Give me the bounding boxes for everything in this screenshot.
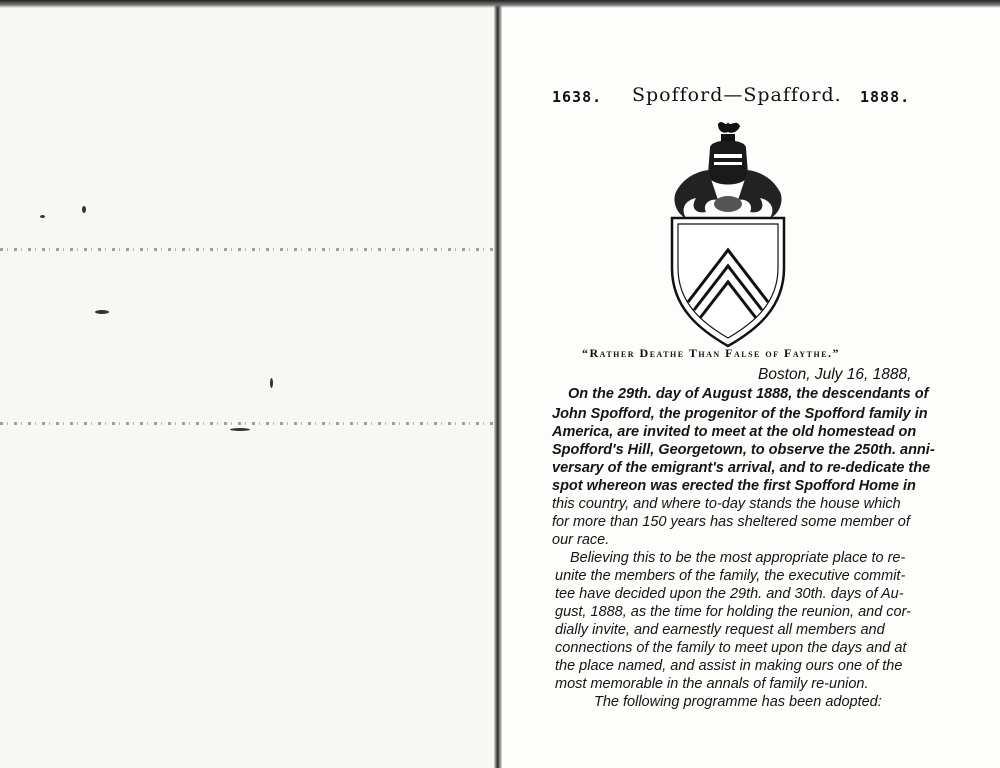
paper-speck [270, 378, 273, 388]
paper-speck [40, 215, 45, 218]
paragraph-line: Spofford's Hill, Georgetown, to observe the 250th. anni- [552, 442, 935, 458]
paragraph-line: spot whereon was erected the first Spofford Home in [552, 478, 916, 494]
paragraph-line: for more than 150 years has sheltered some member of [552, 514, 910, 530]
paragraph-line: John Spofford, the progenitor of the Spofford family in [552, 406, 928, 422]
fold-crease [0, 422, 497, 425]
paragraph-line: unite the members of the family, the executive commit- [555, 568, 906, 584]
paper-speck [95, 310, 109, 314]
dateline: Boston, July 16, 1888, [758, 366, 912, 383]
paragraph-line: On the 29th. day of August 1888, the descendants of [568, 386, 929, 402]
paragraph-line: our race. [552, 532, 610, 548]
coat-of-arms-icon [666, 118, 790, 350]
paper-speck [82, 206, 86, 213]
paragraph-line: this country, and where to-day stands the house which [552, 496, 901, 512]
paragraph-line: America, are invited to meet at the old homestead on [552, 424, 917, 440]
paragraph-line: the place named, and assist in making ours one of the [555, 658, 903, 674]
paragraph-line: Believing this to be the most appropriate place to re- [570, 550, 906, 566]
left-page-blank [0, 0, 497, 768]
paragraph-line: tee have decided upon the 29th. and 30th. days of Au- [555, 586, 904, 602]
paragraph-line: dially invite, and earnestly request all members and [555, 622, 885, 638]
paper-speck [230, 428, 250, 431]
motto: “Rather Deathe Than False of Faythe.” [582, 346, 841, 360]
book-spine [494, 0, 502, 768]
header-title: Spofford—Spafford. [632, 84, 842, 106]
closing-line: The following programme has been adopted: [594, 694, 882, 710]
paragraph-line: gust, 1888, as the time for holding the reunion, and cor- [555, 604, 912, 620]
header-year-right: 1888. [860, 88, 911, 106]
header-year-left: 1638. [552, 88, 603, 106]
paragraph-line: connections of the family to meet upon the days and at [555, 640, 907, 656]
page-top-edge [0, 0, 1000, 8]
paragraph-line: most memorable in the annals of family re-union. [555, 676, 869, 692]
fold-crease [0, 248, 497, 251]
paragraph-line: versary of the emigrant's arrival, and to re-dedicate the [552, 460, 931, 476]
